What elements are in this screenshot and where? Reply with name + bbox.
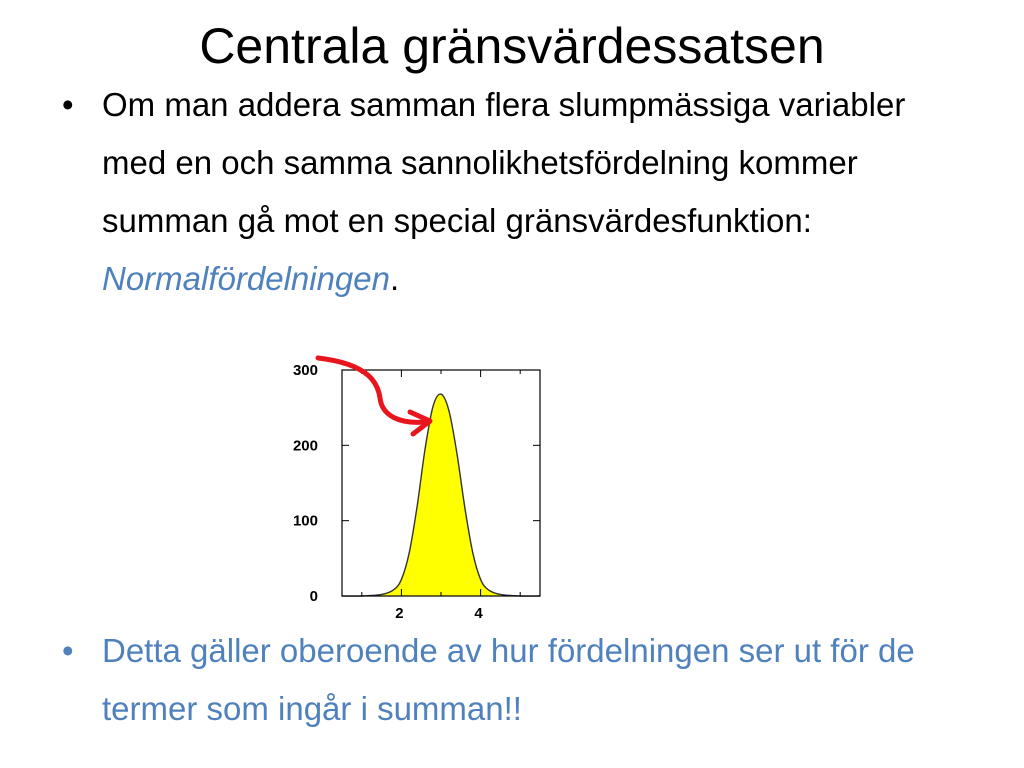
y-tick-label: 300 bbox=[292, 362, 318, 379]
y-tick-label: 100 bbox=[292, 512, 318, 530]
chart-plot-area bbox=[293, 358, 540, 622]
x-tick-label: 2 bbox=[395, 605, 404, 622]
bullet-2 bbox=[62, 622, 962, 738]
y-tick-label: 0 bbox=[309, 588, 318, 605]
bullet-marker: • bbox=[62, 632, 74, 669]
distribution-area bbox=[342, 394, 540, 596]
bullet-1 bbox=[62, 76, 962, 308]
bullet-1-emphasis: Normalfördelningen bbox=[102, 260, 390, 297]
bullet-1-text bbox=[102, 76, 962, 308]
slide-title: Centrala gränsvärdessatsen bbox=[199, 18, 825, 74]
normal-distribution-chart bbox=[270, 350, 555, 622]
bullet-marker: • bbox=[62, 86, 74, 123]
y-tick-label: 200 bbox=[292, 437, 318, 455]
bullet-1-body: Om man addera samman flera slumpmässiga variabler med en och samma sannolikhetsfördelning kommer summan gå mot en special gränsvärdesfunktion: bbox=[102, 86, 906, 239]
x-tick-label: 4 bbox=[474, 605, 483, 622]
bullet-2-text: Detta gäller oberoende av hur fördelningen ser ut för de termer som ingår i summan!! bbox=[102, 632, 915, 727]
bullet-1-suffix: . bbox=[390, 260, 400, 297]
